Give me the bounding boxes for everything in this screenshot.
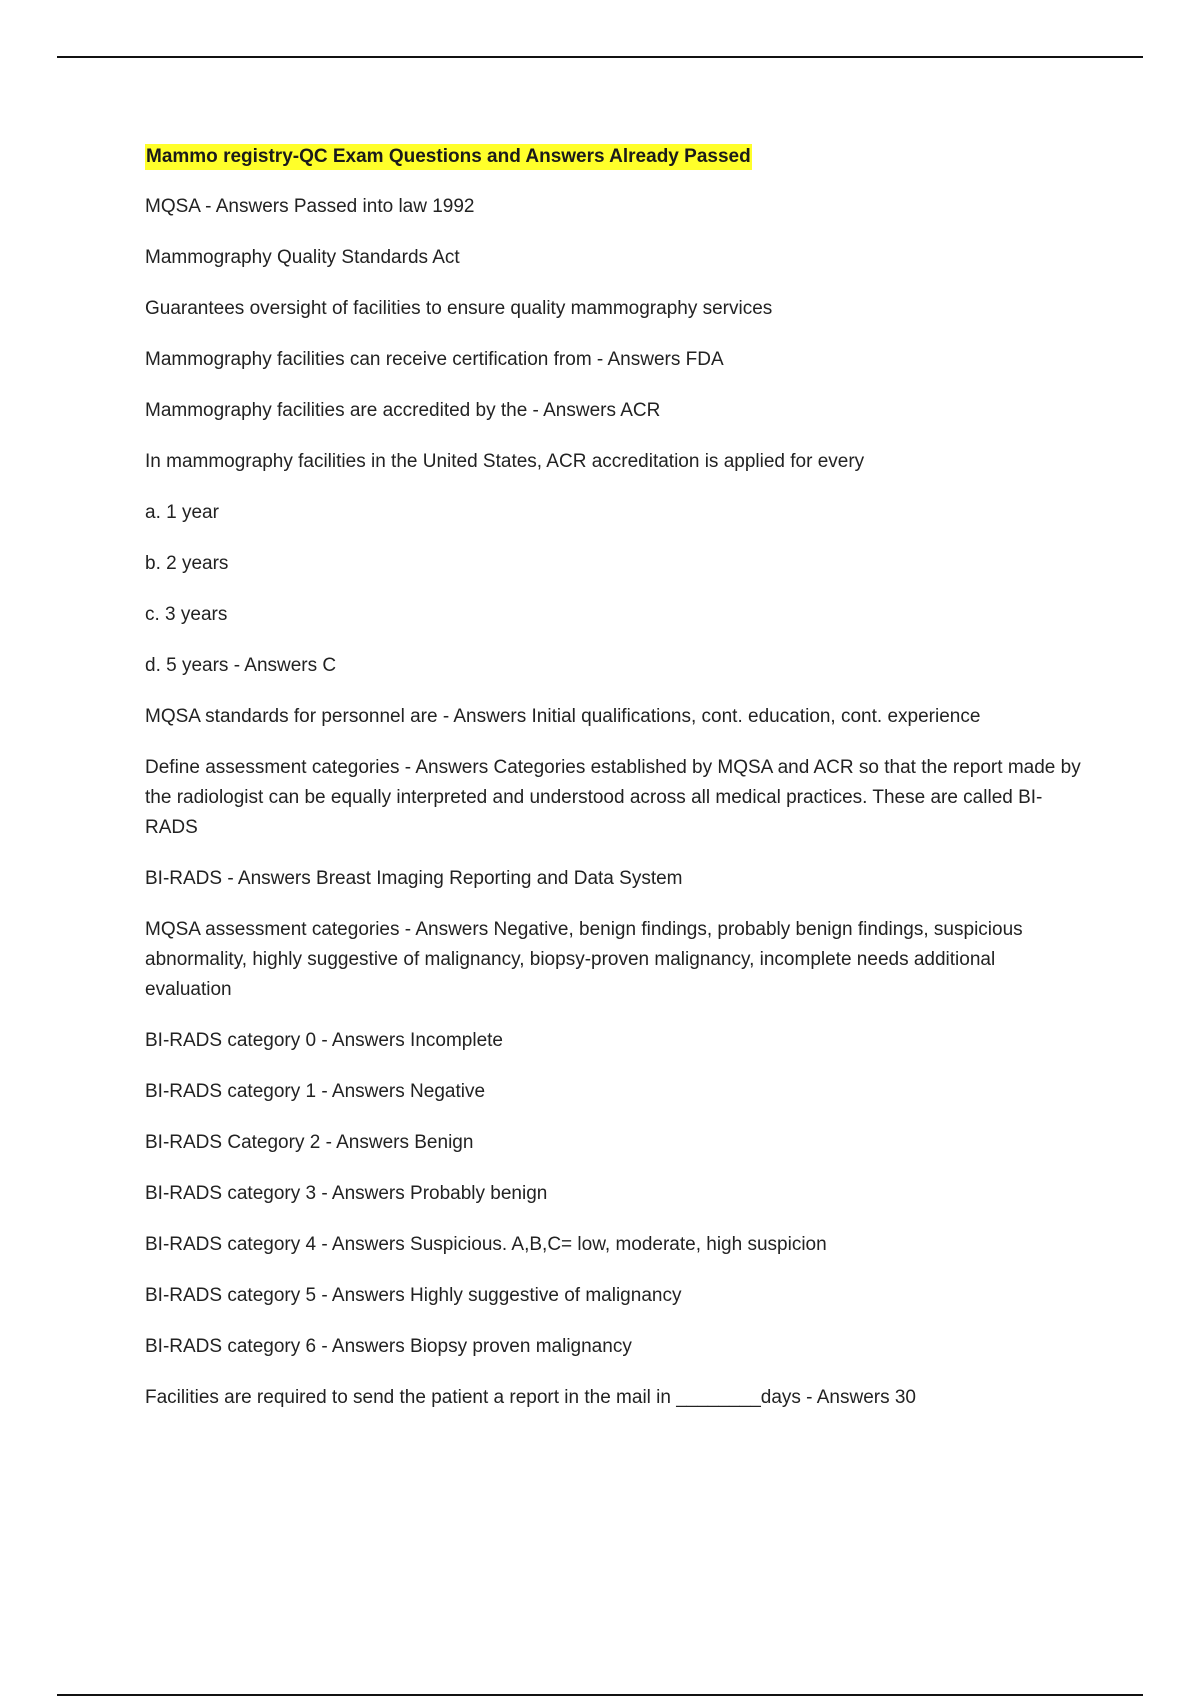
qa-line: BI-RADS category 1 - Answers Negative <box>145 1081 486 1102</box>
qa-list <box>145 192 1085 1413</box>
qa-line: BI-RADS category 0 - Answers Incomplete <box>145 1030 503 1051</box>
top-rule <box>57 56 1143 58</box>
qa-line: Define assessment categories - Answers Categories established by MQSA and ACR so that the report made by the radiologist can be equally interpreted and understood across all medical practices. These are called BI-RADS <box>145 757 1081 838</box>
qa-option: b. 2 years <box>145 553 229 574</box>
qa-line: Facilities are required to send the patient a report in the mail in ________days - Answers 30 <box>145 1387 917 1408</box>
qa-line: BI-RADS - Answers Breast Imaging Reporting and Data System <box>145 868 683 889</box>
qa-line: BI-RADS category 4 - Answers Suspicious. A,B,C= low, moderate, high suspicion <box>145 1234 827 1255</box>
qa-line: BI-RADS category 3 - Answers Probably benign <box>145 1183 548 1204</box>
qa-line: Guarantees oversight of facilities to ensure quality mammography services <box>145 298 773 319</box>
qa-line: MQSA assessment categories - Answers Negative, benign findings, probably benign findings, suspicious abnormality, highly suggestive of malignancy, biopsy-proven malignancy, incomplete needs additional evaluation <box>145 919 1023 1000</box>
qa-line: MQSA - Answers Passed into law 1992 <box>145 196 475 217</box>
document-body <box>145 144 1085 1434</box>
qa-option: a. 1 year <box>145 502 219 523</box>
qa-line: Mammography facilities are accredited by the - Answers ACR <box>145 400 661 421</box>
qa-line: MQSA standards for personnel are - Answers Initial qualifications, cont. education, cont. experience <box>145 706 981 727</box>
bottom-rule <box>57 1694 1143 1696</box>
qa-option: c. 3 years <box>145 604 228 625</box>
qa-line: In mammography facilities in the United States, ACR accreditation is applied for every <box>145 451 865 472</box>
document-title: Mammo registry-QC Exam Questions and Answers Already Passed <box>145 144 752 170</box>
qa-line: Mammography facilities can receive certification from - Answers FDA <box>145 349 724 370</box>
qa-line: BI-RADS Category 2 - Answers Benign <box>145 1132 474 1153</box>
qa-line: BI-RADS category 5 - Answers Highly suggestive of malignancy <box>145 1285 682 1306</box>
qa-option: d. 5 years - Answers C <box>145 655 337 676</box>
qa-line: Mammography Quality Standards Act <box>145 247 460 268</box>
qa-line: BI-RADS category 6 - Answers Biopsy proven malignancy <box>145 1336 632 1357</box>
